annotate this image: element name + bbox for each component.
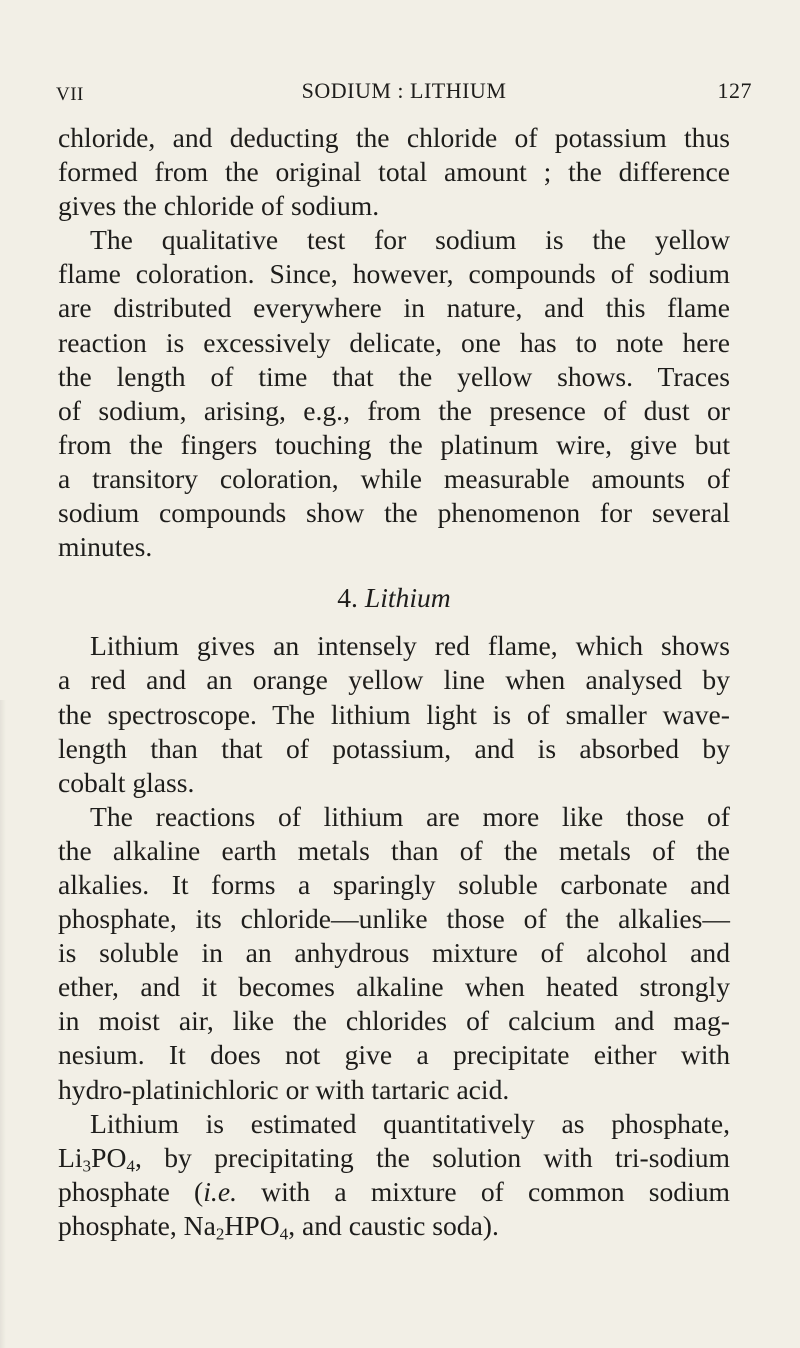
page-fold-shadow xyxy=(0,700,6,1348)
section-title: Lithium xyxy=(364,582,451,614)
text-fragment: phosphate ( xyxy=(58,1175,204,1207)
formula-text: HPO xyxy=(224,1209,280,1241)
formula-text: Li xyxy=(58,1141,83,1173)
text-line: minutes. xyxy=(58,531,153,563)
text-line: Lithium gives an intensely red flame, which shows xyxy=(90,630,730,662)
text-line-formula xyxy=(58,1141,730,1175)
body-text xyxy=(58,121,730,1243)
formula-subscript: 2 xyxy=(215,1224,225,1244)
text-line: a transitory coloration, while measurable amounts of xyxy=(58,462,730,494)
formula-subscript: 4 xyxy=(279,1224,289,1244)
section-number: 4. xyxy=(337,582,358,614)
text-line: flame coloration. Since, however, compounds of sodium xyxy=(58,258,730,290)
text-line: gives the chloride of sodium. xyxy=(58,190,380,222)
text-line: cobalt glass. xyxy=(58,766,195,798)
text-line: phosphate, its chloride—unlike those of the alkalies— xyxy=(58,903,730,935)
italic-abbreviation: i.e. xyxy=(203,1175,237,1207)
text-line: a red and an orange yellow line when analysed by xyxy=(58,664,730,696)
text-line: alkalies. It forms a sparingly soluble carbonate and xyxy=(58,868,730,900)
paragraph xyxy=(58,800,730,1107)
text-line: length than that of potassium, and is absorbed by xyxy=(58,732,730,764)
text-line: nesium. It does not give a precipitate either with xyxy=(58,1039,730,1071)
formula-subscript: 4 xyxy=(126,1155,135,1175)
paragraph xyxy=(58,629,730,799)
text-line: sodium compounds show the phenomenon for several xyxy=(58,497,730,529)
text-fragment: phosphate, Na xyxy=(58,1209,216,1241)
text-line: the alkaline earth metals than of the metals of the xyxy=(58,834,730,866)
formula-text: PO xyxy=(91,1141,127,1173)
formula-subscript: 3 xyxy=(82,1155,92,1175)
text-line: hydro-platinichloric or with tartaric acid. xyxy=(58,1073,510,1105)
text-line: Lithium is estimated quantitatively as phosphate, xyxy=(90,1107,730,1139)
text-line: the length of time that the yellow shows. Traces xyxy=(58,360,730,392)
text-line: chloride, and deducting the chloride of potassium thus xyxy=(58,122,730,153)
text-line: the spectroscope. The lithium light is of smaller wave- xyxy=(58,698,730,730)
paragraph xyxy=(58,223,730,564)
chapter-number: VII xyxy=(56,84,84,105)
page-number: 127 xyxy=(717,78,752,103)
running-title: SODIUM : LITHIUM xyxy=(301,78,507,103)
text-line: reaction is excessively delicate, one has to note here xyxy=(58,326,730,358)
text-line: are distributed everywhere in nature, and this flame xyxy=(58,292,730,324)
text-line: in moist air, like the chlorides of calcium and mag- xyxy=(58,1005,730,1037)
text-line-formula xyxy=(58,1209,730,1243)
paragraph xyxy=(58,1107,730,1243)
text-fragment: with a mixture of common sodium xyxy=(236,1175,730,1207)
section-heading xyxy=(58,581,730,615)
text-line: of sodium, arising, e.g., from the presence of dust or xyxy=(58,394,730,426)
text-line: formed from the original total amount ; the difference xyxy=(58,156,730,188)
text-fragment: , and caustic soda). xyxy=(288,1209,499,1241)
text-line: ether, and it becomes alkaline when heated strongly xyxy=(58,971,730,1003)
paragraph xyxy=(58,121,730,223)
text-line: The reactions of lithium are more like those of xyxy=(90,800,730,832)
text-line: The qualitative test for sodium is the yellow xyxy=(90,224,730,256)
text-fragment: , by precipitating the solution with tri-sodium xyxy=(134,1141,730,1173)
text-line xyxy=(58,1175,730,1209)
running-head xyxy=(56,78,752,108)
text-line: is soluble in an anhydrous mixture of alcohol and xyxy=(58,937,730,969)
text-line: from the fingers touching the platinum wire, give but xyxy=(58,428,730,460)
